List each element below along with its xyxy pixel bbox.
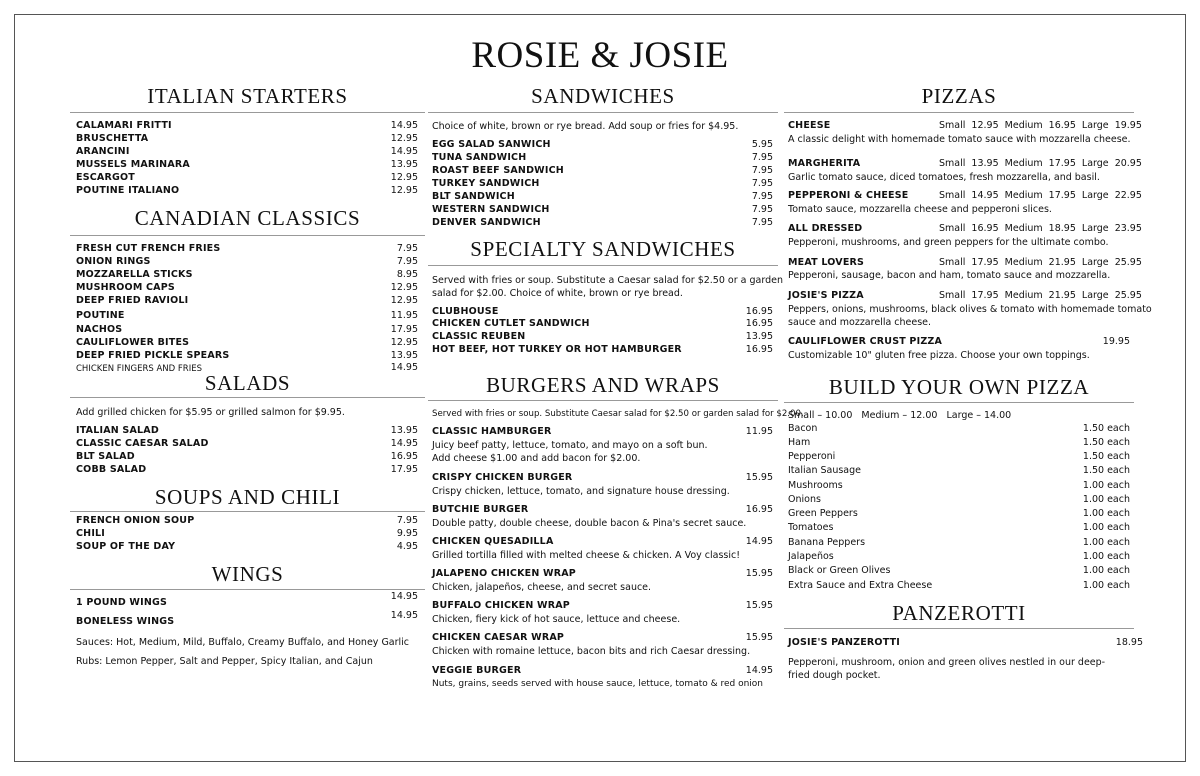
panzerotti-description: fried dough pocket. [788, 670, 881, 681]
menu-item-price: 4.95 [396, 541, 418, 552]
menu-item-name: 1 POUND WINGS [76, 597, 168, 608]
menu-item-price: 14.95 [390, 120, 418, 131]
topping-price: 1.50 each [1082, 465, 1130, 476]
topping-name: Extra Sauce and Extra Cheese [788, 580, 933, 591]
section-title-italian-starters: ITALIAN STARTERS [147, 84, 348, 108]
menu-item-name: CHILI [76, 528, 106, 539]
topping-price: 1.00 each [1082, 508, 1130, 519]
menu-item-name: ESCARGOT [76, 172, 135, 183]
section-title-burgers-and-wraps: BURGERS AND WRAPS [486, 373, 720, 397]
panzerotti-description: Pepperoni, mushroom, onion and green olives nestled in our deep- [788, 657, 1106, 668]
menu-item-price: 13.95 [390, 425, 418, 436]
menu-item-price: 15.95 [745, 600, 773, 611]
menu-item-name: MUSSELS MARINARA [76, 159, 190, 170]
menu-item-price: 12.95 [390, 172, 418, 183]
topping-name: Mushrooms [788, 480, 843, 491]
menu-item-name: NACHOS [76, 324, 123, 335]
section-note-line: salad for $2.00. Choice of white, brown or rye bread. [432, 288, 683, 299]
menu-item-name: CLUBHOUSE [432, 306, 499, 317]
topping-name: Green Peppers [788, 508, 858, 519]
section-title-pizzas: PIZZAS [921, 84, 997, 108]
section-divider [70, 235, 425, 236]
menu-item-description: Juicy beef patty, lettuce, tomato, and mayo on a soft bun. [432, 440, 708, 451]
menu-item-price: 7.95 [751, 217, 773, 228]
menu-item-price: 14.95 [390, 362, 418, 373]
topping-name: Black or Green Olives [788, 565, 891, 576]
menu-item-name: BONELESS WINGS [76, 616, 175, 627]
panzerotti-price: 18.95 [1115, 637, 1143, 648]
section-title-canadian-classics: CANADIAN CLASSICS [134, 206, 361, 230]
menu-item-name: HOT BEEF, HOT TURKEY OR HOT HAMBURGER [432, 344, 682, 355]
topping-price: 1.00 each [1082, 494, 1130, 505]
topping-name: Tomatoes [788, 522, 834, 533]
menu-item-price: 12.95 [390, 282, 418, 293]
menu-item-price: 16.95 [390, 451, 418, 462]
menu-item-name: POUTINE ITALIANO [76, 185, 180, 196]
menu-item-name: DENVER SANDWICH [432, 217, 541, 228]
topping-price: 1.00 each [1082, 580, 1130, 591]
pizza-name: ALL DRESSED [788, 223, 863, 234]
menu-item-description: Chicken with romaine lettuce, bacon bits and rich Caesar dressing. [432, 646, 751, 657]
topping-name: Banana Peppers [788, 537, 866, 548]
menu-item-price: 12.95 [390, 133, 418, 144]
section-note: Served with fries or soup. Substitute Caesar salad for $2.50 or garden salad for $2.00. [432, 409, 804, 419]
menu-item-price: 7.95 [751, 204, 773, 215]
pizza-size-prices: Small 17.95 Medium 21.95 Large 25.95 [939, 257, 1142, 268]
menu-item-name: TUNA SANDWICH [432, 152, 527, 163]
topping-name: Onions [788, 494, 821, 505]
menu-item-price: 13.95 [390, 350, 418, 361]
menu-item-name: BLT SALAD [76, 451, 135, 462]
pizza-description: Pepperoni, mushrooms, and green peppers for the ultimate combo. [788, 237, 1109, 248]
menu-item-name: CLASSIC CAESAR SALAD [76, 438, 209, 449]
menu-item-name: CLASSIC REUBEN [432, 331, 526, 342]
menu-item-price: 16.95 [745, 318, 773, 329]
pizza-size-prices: Small 13.95 Medium 17.95 Large 20.95 [939, 158, 1142, 169]
section-divider [70, 589, 425, 590]
pizza-size-prices: Small 12.95 Medium 16.95 Large 19.95 [939, 120, 1142, 131]
pizza-description: A classic delight with homemade tomato sauce with mozzarella cheese. [788, 134, 1131, 145]
section-divider [784, 628, 1134, 629]
topping-name: Bacon [788, 423, 818, 434]
menu-item-name: CHICKEN QUESADILLA [432, 536, 554, 547]
menu-item-price: 7.95 [751, 165, 773, 176]
pizza-size-prices: Small 14.95 Medium 17.95 Large 22.95 [939, 190, 1142, 201]
menu-item-price: 7.95 [396, 515, 418, 526]
menu-item-price: 13.95 [745, 331, 773, 342]
menu-item-description: Nuts, grains, seeds served with house sauce, lettuce, tomato & red onion [432, 679, 764, 689]
menu-item-name: TURKEY SANDWICH [432, 178, 540, 189]
menu-item-name: FRENCH ONION SOUP [76, 515, 195, 526]
pizza-description: sauce and mozzarella cheese. [788, 317, 932, 328]
menu-item-name: BRUSCHETTA [76, 133, 149, 144]
topping-name: Italian Sausage [788, 465, 862, 476]
pizza-description: Pepperoni, sausage, bacon and ham, tomato sauce and mozzarella. [788, 270, 1111, 281]
menu-item-name: CLASSIC HAMBURGER [432, 426, 552, 437]
section-divider [70, 112, 425, 113]
menu-item-price: 7.95 [751, 191, 773, 202]
menu-item-name: MOZZARELLA STICKS [76, 269, 193, 280]
pizza-name: CAULIFLOWER CRUST PIZZA [788, 336, 943, 347]
menu-item-name: ARANCINI [76, 146, 130, 157]
pizza-description: Garlic tomato sauce, diced tomatoes, fresh mozzarella, and basil. [788, 172, 1100, 183]
section-note-line: Served with fries or soup. Substitute a Caesar salad for $2.50 or a garden [432, 275, 783, 286]
menu-item-description: Grilled tortilla filled with melted cheese & chicken. A Voy classic! [432, 550, 741, 561]
menu-item-price: 14.95 [390, 610, 418, 621]
menu-item-name: BUFFALO CHICKEN WRAP [432, 600, 570, 611]
section-note: Add grilled chicken for $5.95 or grilled salmon for $9.95. [76, 407, 345, 418]
menu-item-price: 16.95 [745, 344, 773, 355]
menu-item-price: 14.95 [390, 591, 418, 602]
section-title-sandwiches: SANDWICHES [531, 84, 675, 108]
menu-item-name: ONION RINGS [76, 256, 151, 267]
build-pizza-base-prices: Small – 10.00 Medium – 12.00 Large – 14.00 [788, 410, 1012, 421]
menu-item-name: CALAMARI FRITTI [76, 120, 172, 131]
menu-item-price: 15.95 [745, 568, 773, 579]
pizza-name: PEPPERONI & CHEESE [788, 190, 909, 201]
menu-item-price: 14.95 [390, 438, 418, 449]
menu-item-name: CRISPY CHICKEN BURGER [432, 472, 573, 483]
menu-item-price: 12.95 [390, 185, 418, 196]
topping-price: 1.00 each [1082, 480, 1130, 491]
menu-item-name: MUSHROOM CAPS [76, 282, 175, 293]
menu-item-description: Double patty, double cheese, double bacon & Pina's secret sauce. [432, 518, 747, 529]
menu-item-price: 7.95 [751, 178, 773, 189]
menu-item-price: 5.95 [751, 139, 773, 150]
pizza-size-prices: Small 17.95 Medium 21.95 Large 25.95 [939, 290, 1142, 301]
menu-item-name: BUTCHIE BURGER [432, 504, 529, 515]
menu-item-name: CHICKEN FINGERS AND FRIES [76, 364, 202, 374]
menu-item-name: WESTERN SANDWICH [432, 204, 550, 215]
menu-item-price: 7.95 [396, 256, 418, 267]
pizza-description: Customizable 10" gluten free pizza. Choose your own toppings. [788, 350, 1090, 361]
topping-price: 1.50 each [1082, 423, 1130, 434]
menu-item-name: SOUP OF THE DAY [76, 541, 176, 552]
menu-item-name: VEGGIE BURGER [432, 665, 522, 676]
menu-item-name: POUTINE [76, 310, 125, 321]
pizza-name: MEAT LOVERS [788, 257, 865, 268]
topping-price: 1.50 each [1082, 437, 1130, 448]
section-title-panzerotti: PANZEROTTI [892, 601, 1026, 625]
menu-item-price: 16.95 [745, 306, 773, 317]
section-divider [70, 397, 425, 398]
pizza-name: JOSIE'S PIZZA [788, 290, 864, 301]
menu-item-name: CHICKEN CUTLET SANDWICH [432, 318, 590, 329]
menu-item-name: CHICKEN CAESAR WRAP [432, 632, 565, 643]
menu-item-price: 17.95 [390, 324, 418, 335]
menu-item-price: 16.95 [745, 504, 773, 515]
menu-item-name: BLT SANDWICH [432, 191, 515, 202]
topping-name: Pepperoni [788, 451, 836, 462]
menu-item-price: 7.95 [751, 152, 773, 163]
pizza-price: 19.95 [1102, 336, 1130, 347]
section-title-specialty-sandwiches: SPECIALTY SANDWICHES [470, 237, 736, 261]
section-divider [784, 112, 1134, 113]
section-title-salads: SALADS [204, 371, 291, 395]
menu-item-description: Add cheese $1.00 and add bacon for $2.00. [432, 453, 641, 464]
menu-item-price: 8.95 [396, 269, 418, 280]
menu-item-name: DEEP FRIED RAVIOLI [76, 295, 189, 306]
pizza-description: Peppers, onions, mushrooms, black olives & tomato with homemade tomato [788, 304, 1152, 315]
topping-price: 1.00 each [1082, 537, 1130, 548]
menu-item-price: 11.95 [390, 310, 418, 321]
pizza-description: Tomato sauce, mozzarella cheese and pepperoni slices. [788, 204, 1052, 215]
topping-price: 1.50 each [1082, 451, 1130, 462]
section-divider [428, 400, 778, 401]
section-divider [784, 402, 1134, 403]
menu-item-name: ROAST BEEF SANDWICH [432, 165, 564, 176]
menu-item-price: 9.95 [396, 528, 418, 539]
menu-item-price: 17.95 [390, 464, 418, 475]
topping-price: 1.00 each [1082, 551, 1130, 562]
menu-item-price: 14.95 [745, 665, 773, 676]
wings-rubs-note: Rubs: Lemon Pepper, Salt and Pepper, Spicy Italian, and Cajun [76, 656, 373, 667]
section-title-wings: WINGS [211, 562, 284, 586]
pizza-name: CHEESE [788, 120, 831, 131]
topping-price: 1.00 each [1082, 565, 1130, 576]
menu-item-price: 13.95 [390, 159, 418, 170]
menu-item-name: FRESH CUT FRENCH FRIES [76, 243, 221, 254]
pizza-size-prices: Small 16.95 Medium 18.95 Large 23.95 [939, 223, 1142, 234]
menu-item-price: 15.95 [745, 632, 773, 643]
section-divider [428, 112, 778, 113]
topping-price: 1.00 each [1082, 522, 1130, 533]
menu-item-price: 14.95 [390, 146, 418, 157]
section-note: Choice of white, brown or rye bread. Add soup or fries for $4.95. [432, 121, 739, 132]
menu-item-price: 12.95 [390, 337, 418, 348]
menu-item-description: Chicken, fiery kick of hot sauce, lettuce and cheese. [432, 614, 681, 625]
menu-item-price: 7.95 [396, 243, 418, 254]
restaurant-title: ROSIE & JOSIE [471, 35, 729, 76]
section-divider [70, 511, 425, 512]
menu-item-name: EGG SALAD SANWICH [432, 139, 551, 150]
section-title-build-your-own-pizza: BUILD YOUR OWN PIZZA [828, 375, 1090, 399]
menu-item-name: ITALIAN SALAD [76, 425, 159, 436]
menu-item-name: JALAPENO CHICKEN WRAP [432, 568, 576, 579]
menu-item-name: COBB SALAD [76, 464, 147, 475]
menu-item-price: 11.95 [745, 426, 773, 437]
section-divider [428, 265, 778, 266]
menu-item-description: Crispy chicken, lettuce, tomato, and signature house dressing. [432, 486, 730, 497]
menu-item-price: 12.95 [390, 295, 418, 306]
menu-item-price: 15.95 [745, 472, 773, 483]
menu-item-name: DEEP FRIED PICKLE SPEARS [76, 350, 230, 361]
pizza-name: MARGHERITA [788, 158, 861, 169]
topping-name: Ham [788, 437, 811, 448]
wings-sauces-note: Sauces: Hot, Medium, Mild, Buffalo, Creamy Buffalo, and Honey Garlic [76, 637, 410, 648]
section-title-soups-and-chili: SOUPS AND CHILI [154, 485, 341, 509]
panzerotti-name: JOSIE'S PANZEROTTI [788, 637, 901, 648]
menu-item-price: 14.95 [745, 536, 773, 547]
menu-item-name: CAULIFLOWER BITES [76, 337, 190, 348]
menu-item-description: Chicken, jalapeños, cheese, and secret sauce. [432, 582, 652, 593]
topping-name: Jalapeños [788, 551, 834, 562]
